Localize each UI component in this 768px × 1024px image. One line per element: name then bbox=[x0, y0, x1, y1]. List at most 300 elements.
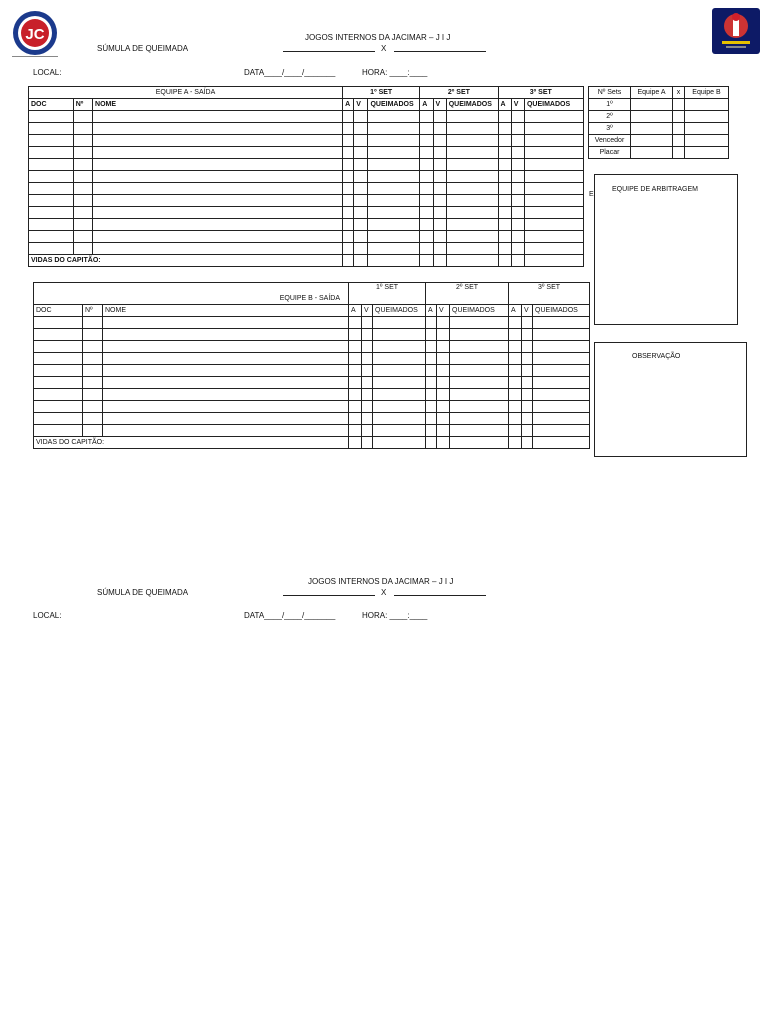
table-cell bbox=[426, 317, 437, 329]
table-cell bbox=[34, 425, 83, 437]
table-cell bbox=[73, 159, 92, 171]
table-cell bbox=[343, 183, 354, 195]
table-cell bbox=[533, 317, 590, 329]
team-b-rows bbox=[34, 317, 590, 437]
table-cell bbox=[73, 219, 92, 231]
table-cell bbox=[498, 159, 511, 171]
table-cell bbox=[426, 329, 437, 341]
table-cell bbox=[103, 401, 349, 413]
table-cell bbox=[93, 207, 343, 219]
table-cell bbox=[498, 207, 511, 219]
table-cell bbox=[354, 231, 368, 243]
team-a-name-line-copy bbox=[283, 595, 375, 596]
table-cell bbox=[433, 207, 446, 219]
table-cell bbox=[93, 219, 343, 231]
table-cell bbox=[533, 413, 590, 425]
table-cell bbox=[498, 183, 511, 195]
svg-text:JC: JC bbox=[25, 26, 45, 43]
team-a-captain-lives: VIDAS DO CAPITÃO: bbox=[29, 255, 343, 267]
team-b-captain-lives: VIDAS DO CAPITÃO: bbox=[34, 437, 349, 449]
table-cell bbox=[524, 147, 583, 159]
table-cell bbox=[524, 171, 583, 183]
table-cell bbox=[433, 123, 446, 135]
table-cell bbox=[522, 341, 533, 353]
table-cell bbox=[522, 377, 533, 389]
table-cell bbox=[34, 365, 83, 377]
table-cell bbox=[437, 377, 450, 389]
table-cell bbox=[450, 353, 509, 365]
table-cell bbox=[368, 171, 420, 183]
table-cell bbox=[524, 159, 583, 171]
table-cell bbox=[437, 353, 450, 365]
table-cell bbox=[343, 207, 354, 219]
table-cell bbox=[368, 147, 420, 159]
table-cell bbox=[343, 159, 354, 171]
team-a-set2: 2º SET bbox=[420, 87, 498, 99]
team-a-set1: 1º SET bbox=[343, 87, 420, 99]
table-cell bbox=[73, 231, 92, 243]
table-cell bbox=[533, 425, 590, 437]
col-num: Nº bbox=[83, 305, 103, 317]
table-cell bbox=[29, 135, 74, 147]
table-cell bbox=[450, 329, 509, 341]
col-num: Nº bbox=[73, 99, 92, 111]
table-cell bbox=[511, 195, 524, 207]
col-queimados: QUEIMADOS bbox=[450, 305, 509, 317]
table-cell bbox=[83, 413, 103, 425]
table-cell bbox=[437, 317, 450, 329]
table-cell bbox=[533, 329, 590, 341]
score-row-label: Placar bbox=[589, 147, 631, 159]
table-cell bbox=[433, 231, 446, 243]
table-cell bbox=[511, 171, 524, 183]
table-cell bbox=[349, 389, 362, 401]
table-cell bbox=[433, 219, 446, 231]
table-cell bbox=[446, 231, 498, 243]
table-cell bbox=[373, 413, 426, 425]
table-cell bbox=[34, 401, 83, 413]
col-v: V bbox=[522, 305, 533, 317]
table-cell bbox=[93, 171, 343, 183]
table-cell bbox=[349, 365, 362, 377]
table-cell bbox=[450, 377, 509, 389]
table-cell bbox=[349, 413, 362, 425]
col-a: A bbox=[343, 99, 354, 111]
table-cell bbox=[362, 329, 373, 341]
table-cell bbox=[93, 243, 343, 255]
table-cell bbox=[450, 341, 509, 353]
table-cell bbox=[522, 425, 533, 437]
table-cell bbox=[73, 243, 92, 255]
table-cell bbox=[93, 111, 343, 123]
table-cell bbox=[426, 365, 437, 377]
table-cell bbox=[420, 159, 433, 171]
table-row bbox=[34, 341, 590, 353]
table-cell bbox=[522, 365, 533, 377]
table-cell bbox=[343, 195, 354, 207]
table-row bbox=[29, 123, 584, 135]
table-cell bbox=[93, 147, 343, 159]
table-row bbox=[29, 195, 584, 207]
table-row bbox=[29, 231, 584, 243]
table-cell bbox=[446, 171, 498, 183]
table-cell bbox=[524, 219, 583, 231]
school-logo-left bbox=[12, 10, 58, 56]
table-cell bbox=[103, 377, 349, 389]
table-cell bbox=[450, 365, 509, 377]
table-cell bbox=[34, 341, 83, 353]
score-header-sets: Nº Sets bbox=[589, 87, 631, 99]
vs-label-copy: X bbox=[381, 588, 387, 597]
table-cell bbox=[426, 341, 437, 353]
table-cell bbox=[368, 159, 420, 171]
table-cell bbox=[522, 389, 533, 401]
table-cell bbox=[362, 365, 373, 377]
table-cell bbox=[522, 353, 533, 365]
stray-letter: E bbox=[589, 191, 594, 198]
table-cell bbox=[34, 389, 83, 401]
col-v: V bbox=[354, 99, 368, 111]
team-a-rows bbox=[29, 111, 584, 255]
table-row bbox=[29, 171, 584, 183]
table-cell bbox=[29, 171, 74, 183]
table-cell bbox=[362, 317, 373, 329]
table-cell bbox=[446, 243, 498, 255]
col-doc: DOC bbox=[34, 305, 83, 317]
table-cell bbox=[509, 377, 522, 389]
table-cell bbox=[29, 123, 74, 135]
table-cell bbox=[433, 159, 446, 171]
table-cell bbox=[103, 389, 349, 401]
table-cell bbox=[349, 341, 362, 353]
table-row bbox=[34, 329, 590, 341]
table-cell bbox=[420, 183, 433, 195]
table-cell bbox=[354, 171, 368, 183]
table-cell bbox=[426, 425, 437, 437]
table-cell bbox=[83, 425, 103, 437]
table-cell bbox=[522, 329, 533, 341]
col-a: A bbox=[420, 99, 433, 111]
table-cell bbox=[433, 111, 446, 123]
table-cell bbox=[511, 219, 524, 231]
table-cell bbox=[420, 207, 433, 219]
table-cell bbox=[343, 231, 354, 243]
team-b-title: EQUIPE B - SAÍDA bbox=[34, 283, 349, 305]
team-a-table bbox=[28, 86, 584, 267]
table-cell bbox=[373, 377, 426, 389]
table-cell bbox=[29, 207, 74, 219]
table-cell bbox=[343, 111, 354, 123]
table-row bbox=[34, 389, 590, 401]
table-cell bbox=[349, 353, 362, 365]
table-row bbox=[34, 353, 590, 365]
table-cell bbox=[29, 231, 74, 243]
table-cell bbox=[524, 243, 583, 255]
table-cell bbox=[83, 353, 103, 365]
table-cell bbox=[498, 231, 511, 243]
table-cell bbox=[522, 401, 533, 413]
team-b-table bbox=[33, 282, 590, 449]
table-cell bbox=[511, 159, 524, 171]
table-cell bbox=[433, 135, 446, 147]
table-cell bbox=[437, 425, 450, 437]
team-a-set3: 3º SET bbox=[498, 87, 583, 99]
table-row bbox=[29, 219, 584, 231]
table-cell bbox=[522, 317, 533, 329]
col-queimados: QUEIMADOS bbox=[533, 305, 590, 317]
score-row-label: 2º bbox=[589, 111, 631, 123]
observacao-label: OBSERVAÇÃO bbox=[632, 353, 681, 360]
table-cell bbox=[29, 111, 74, 123]
table-row bbox=[34, 413, 590, 425]
table-row bbox=[29, 183, 584, 195]
score-row-label: 1º bbox=[589, 99, 631, 111]
table-cell bbox=[34, 329, 83, 341]
table-cell bbox=[420, 231, 433, 243]
table-cell bbox=[524, 231, 583, 243]
table-cell bbox=[343, 123, 354, 135]
table-cell bbox=[343, 147, 354, 159]
table-cell bbox=[34, 377, 83, 389]
table-row bbox=[34, 425, 590, 437]
table-cell bbox=[362, 341, 373, 353]
table-cell bbox=[509, 317, 522, 329]
table-cell bbox=[34, 317, 83, 329]
table-cell bbox=[83, 401, 103, 413]
col-queimados: QUEIMADOS bbox=[446, 99, 498, 111]
score-header-team-b: Equipe B bbox=[685, 87, 729, 99]
table-cell bbox=[343, 219, 354, 231]
table-cell bbox=[83, 341, 103, 353]
table-cell bbox=[73, 123, 92, 135]
arbitragem-label: EQUIPE DE ARBITRAGEM bbox=[612, 186, 698, 193]
table-cell bbox=[373, 329, 426, 341]
table-row bbox=[29, 159, 584, 171]
col-v: V bbox=[433, 99, 446, 111]
table-cell bbox=[498, 135, 511, 147]
col-queimados: QUEIMADOS bbox=[368, 99, 420, 111]
col-doc: DOC bbox=[29, 99, 74, 111]
table-cell bbox=[103, 413, 349, 425]
table-cell bbox=[446, 147, 498, 159]
table-row bbox=[34, 365, 590, 377]
table-cell bbox=[29, 183, 74, 195]
table-cell bbox=[533, 353, 590, 365]
table-cell bbox=[34, 353, 83, 365]
table-cell bbox=[349, 329, 362, 341]
table-cell bbox=[362, 425, 373, 437]
table-cell bbox=[373, 425, 426, 437]
table-cell bbox=[511, 207, 524, 219]
table-cell bbox=[446, 159, 498, 171]
table-cell bbox=[426, 413, 437, 425]
table-cell bbox=[437, 329, 450, 341]
table-cell bbox=[450, 425, 509, 437]
score-row-label: 3º bbox=[589, 123, 631, 135]
score-header-x: x bbox=[673, 87, 685, 99]
table-cell bbox=[533, 365, 590, 377]
table-cell bbox=[368, 111, 420, 123]
table-row bbox=[34, 317, 590, 329]
table-cell bbox=[450, 317, 509, 329]
table-row bbox=[34, 377, 590, 389]
table-cell bbox=[354, 243, 368, 255]
table-cell bbox=[354, 147, 368, 159]
table-cell bbox=[498, 195, 511, 207]
data-label-copy: DATA____/____/_______ bbox=[244, 611, 336, 620]
table-cell bbox=[93, 195, 343, 207]
table-cell bbox=[73, 183, 92, 195]
table-cell bbox=[509, 341, 522, 353]
table-row bbox=[29, 147, 584, 159]
table-cell bbox=[498, 111, 511, 123]
table-cell bbox=[509, 329, 522, 341]
table-cell bbox=[354, 195, 368, 207]
table-cell bbox=[426, 353, 437, 365]
table-cell bbox=[433, 147, 446, 159]
table-cell bbox=[362, 401, 373, 413]
table-cell bbox=[368, 123, 420, 135]
table-cell bbox=[420, 219, 433, 231]
table-cell bbox=[368, 135, 420, 147]
sumula-title-copy: SÚMULA DE QUEIMADA bbox=[97, 588, 189, 597]
table-cell bbox=[433, 171, 446, 183]
table-cell bbox=[83, 377, 103, 389]
table-cell bbox=[511, 231, 524, 243]
table-cell bbox=[349, 401, 362, 413]
table-cell bbox=[509, 413, 522, 425]
table-cell bbox=[349, 317, 362, 329]
table-cell bbox=[498, 243, 511, 255]
table-cell bbox=[433, 183, 446, 195]
vs-label: X bbox=[381, 44, 387, 53]
table-cell bbox=[103, 353, 349, 365]
table-cell bbox=[368, 207, 420, 219]
table-cell bbox=[533, 377, 590, 389]
table-cell bbox=[509, 425, 522, 437]
table-cell bbox=[343, 243, 354, 255]
table-cell bbox=[524, 195, 583, 207]
table-cell bbox=[437, 389, 450, 401]
table-cell bbox=[93, 183, 343, 195]
table-cell bbox=[368, 219, 420, 231]
table-cell bbox=[498, 147, 511, 159]
table-cell bbox=[450, 401, 509, 413]
table-cell bbox=[93, 231, 343, 243]
table-cell bbox=[93, 135, 343, 147]
table-cell bbox=[509, 389, 522, 401]
table-cell bbox=[433, 243, 446, 255]
table-cell bbox=[509, 353, 522, 365]
table-cell bbox=[354, 183, 368, 195]
table-cell bbox=[420, 111, 433, 123]
data-label: DATA____/____/_______ bbox=[244, 68, 336, 77]
table-cell bbox=[437, 401, 450, 413]
table-cell bbox=[103, 365, 349, 377]
col-v: V bbox=[511, 99, 524, 111]
team-b-set1: 1º SET bbox=[349, 283, 426, 305]
table-cell bbox=[533, 341, 590, 353]
table-cell bbox=[73, 135, 92, 147]
table-cell bbox=[524, 123, 583, 135]
hora-label: HORA: ____:____ bbox=[362, 68, 428, 77]
table-cell bbox=[446, 111, 498, 123]
table-cell bbox=[73, 147, 92, 159]
table-cell bbox=[437, 413, 450, 425]
table-cell bbox=[29, 159, 74, 171]
col-v: V bbox=[362, 305, 373, 317]
table-cell bbox=[103, 341, 349, 353]
team-a-name-line bbox=[283, 51, 375, 52]
logo-underline bbox=[12, 56, 58, 57]
table-cell bbox=[354, 111, 368, 123]
table-row bbox=[29, 135, 584, 147]
table-cell bbox=[420, 147, 433, 159]
table-cell bbox=[349, 425, 362, 437]
table-cell bbox=[446, 207, 498, 219]
table-cell bbox=[511, 135, 524, 147]
table-row bbox=[29, 111, 584, 123]
local-label-copy: LOCAL: bbox=[33, 611, 62, 620]
table-cell bbox=[362, 377, 373, 389]
table-cell bbox=[426, 389, 437, 401]
table-cell bbox=[354, 159, 368, 171]
table-cell bbox=[533, 401, 590, 413]
table-cell bbox=[420, 135, 433, 147]
table-cell bbox=[103, 329, 349, 341]
table-cell bbox=[93, 159, 343, 171]
table-cell bbox=[34, 413, 83, 425]
table-cell bbox=[524, 111, 583, 123]
table-cell bbox=[450, 413, 509, 425]
arbitragem-box bbox=[594, 174, 738, 325]
table-cell bbox=[373, 353, 426, 365]
table-cell bbox=[524, 183, 583, 195]
table-cell bbox=[103, 425, 349, 437]
score-header-team-a: Equipe A bbox=[631, 87, 673, 99]
table-cell bbox=[29, 195, 74, 207]
table-cell bbox=[446, 195, 498, 207]
table-cell bbox=[73, 207, 92, 219]
table-cell bbox=[362, 353, 373, 365]
table-cell bbox=[511, 243, 524, 255]
table-cell bbox=[524, 135, 583, 147]
table-cell bbox=[533, 389, 590, 401]
table-cell bbox=[433, 195, 446, 207]
table-cell bbox=[362, 389, 373, 401]
hora-label-copy: HORA: ____:____ bbox=[362, 611, 428, 620]
table-cell bbox=[368, 195, 420, 207]
table-cell bbox=[343, 135, 354, 147]
table-cell bbox=[498, 171, 511, 183]
table-cell bbox=[450, 389, 509, 401]
table-row bbox=[29, 243, 584, 255]
table-cell bbox=[373, 401, 426, 413]
table-cell bbox=[368, 231, 420, 243]
table-cell bbox=[29, 219, 74, 231]
table-cell bbox=[29, 243, 74, 255]
col-v: V bbox=[437, 305, 450, 317]
table-cell bbox=[437, 341, 450, 353]
table-cell bbox=[73, 171, 92, 183]
table-cell bbox=[446, 183, 498, 195]
table-cell bbox=[511, 111, 524, 123]
table-cell bbox=[354, 135, 368, 147]
table-cell bbox=[446, 135, 498, 147]
school-logo-right bbox=[712, 8, 760, 54]
table-cell bbox=[420, 171, 433, 183]
table-cell bbox=[524, 207, 583, 219]
